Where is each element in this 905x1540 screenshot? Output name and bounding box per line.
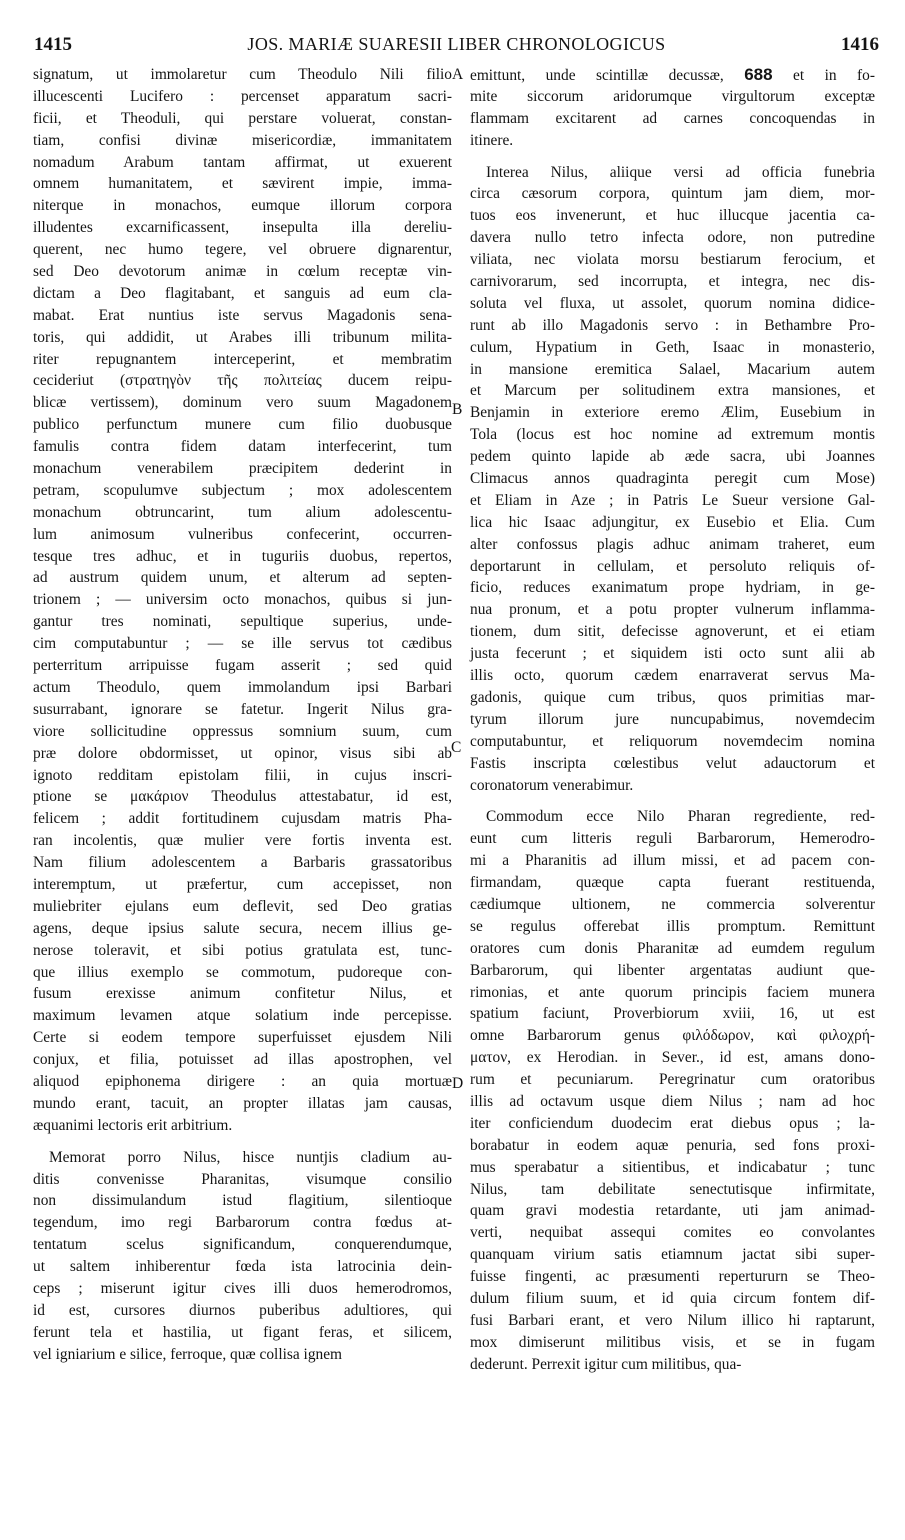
right-text-line: fusi Barbari erant, et vero Nilum illico hi raptarunt, bbox=[470, 1311, 875, 1329]
right-text-line: verti, nequibat assequi comites eo convolantes bbox=[470, 1224, 875, 1242]
paragraph-gap bbox=[33, 1137, 452, 1147]
right-text-line: Climacus annos quadraginta peregit cum Mose) bbox=[470, 470, 875, 488]
left-text-line: tegendum, imo regi Barbarorum contra fœdus at- bbox=[33, 1214, 452, 1232]
right-text-line: nua pronum, et a potu propter vulnerum inflamma- bbox=[470, 601, 875, 619]
right-text-line: culum, Hypatium in Geth, Isaac in monasterio, bbox=[470, 338, 875, 356]
right-text-column bbox=[470, 64, 875, 1376]
left-text-line: Certe si eodem tempore superfuisset ejusdem Nili bbox=[33, 1029, 452, 1047]
left-text-line: lum animosum vulneribus confecerint, occurren- bbox=[33, 525, 452, 543]
left-text-line: dictam a Deo flagitabant, et sanguis ad eum cla- bbox=[33, 284, 452, 302]
right-text-line: ficio, reduces exanimatum prope hydriam, in ge- bbox=[470, 579, 875, 597]
right-text-line: tuos eos invenerunt, et huc illucque jacentia ca- bbox=[470, 207, 875, 225]
page-number-left: 1415 bbox=[34, 34, 72, 55]
right-text-line: justa fecerunt ; et siquidem isti octo sunt alii ab bbox=[470, 645, 875, 663]
stamp-number: 688 bbox=[744, 65, 773, 84]
left-text-line: viore sollicitudine oppressus somnium suum, cum bbox=[33, 722, 452, 740]
left-text-line: ran incolentis, quæ mulier vere fortis inventa est. bbox=[33, 832, 452, 850]
margin-marker-d: D bbox=[452, 1075, 464, 1092]
right-text-line: illis octo, quorum cædem enarraverat servus Ma- bbox=[470, 667, 875, 685]
right-text-line: quanquam virium satis etiamnum jactat sibi super- bbox=[470, 1246, 875, 1264]
right-text-line: soluta vel fluxa, ut assolet, quorum nomina didice- bbox=[470, 294, 875, 312]
left-text-line: maximum levamen atque solatium inde percepisse. bbox=[33, 1007, 452, 1025]
right-text-line: Benjamin in exteriore eremo Ælim, Eusebium in bbox=[470, 404, 875, 422]
right-text-line: itinere. bbox=[470, 131, 514, 149]
left-text-line: Nam filium adolescentem a Barbaris grassatoribus bbox=[33, 854, 452, 872]
left-text-line: illudentes excarnificassent, insepulta illa dereliu- bbox=[33, 219, 452, 237]
right-text-line: circa cæsorum corpora, quintum jam diem, mor- bbox=[470, 185, 875, 203]
right-text-line: et Marcum per solitudinem extra mansiones, et bbox=[470, 382, 875, 400]
running-title: JOS. MARIÆ SUARESII LIBER CHRONOLOGICUS bbox=[247, 34, 666, 54]
left-text-line: sed Deo devotorum animæ in cœlum receptæ vin- bbox=[33, 263, 452, 281]
right-text-line: omne Barbarorum genus φιλόδωρον, καὶ φιλοχρή- bbox=[470, 1027, 875, 1045]
left-text-line: ceps ; miserunt igitur cives illi duos hemerodromos, bbox=[33, 1279, 452, 1297]
left-text-line: muliebriter ejulans eum deflevit, sed Deo gratias bbox=[33, 897, 452, 915]
left-text-line: tesque tres adhuc, et in tuguriis duobus, repertos, bbox=[33, 547, 452, 565]
left-text-line: mundo erant, tacuit, an propter illatas jam causas, bbox=[33, 1094, 452, 1112]
left-text-line: conjux, et filia, potuisset ad illas apostrophen, vel bbox=[33, 1051, 452, 1069]
left-text-line: interemptum, ut præfertur, cum accepisset, non bbox=[33, 875, 452, 893]
left-text-line: perterritum arripuisse fugam asserit ; sed quid bbox=[33, 657, 452, 675]
left-text-line: que illius exemplo se commotum, pudoreque con- bbox=[33, 963, 452, 981]
paragraph-gap bbox=[470, 152, 875, 162]
running-header bbox=[34, 34, 879, 62]
right-text-line: Fastis inscripta cœlestibus velut adauctorum et bbox=[470, 754, 875, 772]
left-text-column bbox=[33, 64, 452, 1366]
right-text-line: rum et pecuniarum. Peregrinatur cum oratoribus bbox=[470, 1071, 875, 1089]
right-text-line: dederunt. Perrexit igitur cum militibus, qua- bbox=[470, 1355, 742, 1373]
right-text-line: iter conficiendum duodecim erat diebus opus ; la- bbox=[470, 1114, 875, 1132]
right-text-line: cædiumque ultionem, ne commercia solverentur bbox=[470, 895, 875, 913]
right-text-line: dulum filium suum, et id quia circum fontem dif- bbox=[470, 1289, 875, 1307]
left-text-line: fusum erexisse animum confitetur Nilus, et bbox=[33, 985, 452, 1003]
left-text-line: toris, qui addidit, ut Arabes illi tribunum milita- bbox=[33, 328, 452, 346]
right-text-line: quam gravi modestia retardante, uti jam animad- bbox=[470, 1202, 875, 1220]
left-text-line: ditis convenisse Pharanitas, visumque consilio bbox=[33, 1170, 452, 1188]
left-text-line: riter repugnantem interceperint, et membratim bbox=[33, 350, 452, 368]
right-text-line: firmandam, quæque capta fuerant restituenda, bbox=[470, 874, 875, 892]
right-text-line: borabatur in eodem aquæ penuria, sed fons proxi- bbox=[470, 1136, 875, 1154]
left-text-line: monachum venerabilem præcipitem dederint in bbox=[33, 460, 452, 478]
right-text-line: Commodum ecce Nilo Pharan regrediente, red- bbox=[486, 808, 875, 826]
left-text-line: ptione se μακάριον Theodulus attestabatur, id est, bbox=[33, 788, 452, 806]
right-text-line: tionem, dum sitit, defecisse agnoverunt, et ei etiam bbox=[470, 623, 875, 641]
left-text-line: cecideriut (στρατηγὸν τῆς πολιτείας ducem reipu- bbox=[33, 372, 452, 390]
left-text-line: blicæ vertissem), dominum vero suum Magadonem bbox=[33, 394, 452, 412]
left-text-line: agens, deque ipsius salute secura, necem illius ge- bbox=[33, 919, 452, 937]
right-text-line: Nilus, tam debilitate senectutisque infirmitate, bbox=[470, 1180, 875, 1198]
right-text-line: Tola (locus est hoc nomine ad extremum montis bbox=[470, 426, 875, 444]
margin-marker-a: A bbox=[452, 66, 464, 83]
left-text-line: ad austrum quidem unum, et alterum ad septen- bbox=[33, 569, 452, 587]
right-text-line: rimonias, et ante quorum principis faciem munera bbox=[470, 983, 875, 1001]
left-text-line: niterque in monachos, eumque illorum corpora bbox=[33, 197, 452, 215]
right-text-line: spatium faciunt, Proverbiorum xviii, 16, ut est bbox=[470, 1005, 875, 1023]
right-text-line: computabuntur, et reliquorum novemdecim nomina bbox=[470, 732, 875, 750]
left-text-line: præ dolore obdormisset, ut opinor, visus sibi ab bbox=[33, 744, 452, 762]
left-text-line: nomadum Arabum tantam affirmat, ut exuerent bbox=[33, 153, 452, 171]
left-text-line: nerose toleravit, et sibi potius gratulata est, tunc- bbox=[33, 941, 452, 959]
right-text-line: oratores cum donis Pharanitæ ad eumdem regulum bbox=[470, 939, 875, 957]
left-text-line: actum Theodulo, quem immolandum ipsi Barbari bbox=[33, 678, 452, 696]
left-text-line: aliquod epiphonema dirigere : an quia mortuæ bbox=[33, 1072, 452, 1090]
page-number-right: 1416 bbox=[841, 34, 879, 55]
left-text-line: gantur tres nominati, sepultique superius, unde- bbox=[33, 613, 452, 631]
left-text-line: susurrabant, ignorare se fatetur. Ingerit Nilus gra- bbox=[33, 700, 452, 718]
right-text-line: viliata, nec violata morsu bestiarum ferocium, et bbox=[470, 251, 875, 269]
left-text-line: trionem ; — universim octo monachos, quibus si jun- bbox=[33, 591, 452, 609]
left-text-line: ut saltem inhiberentur fœda ista latrocinia dein- bbox=[33, 1258, 452, 1276]
right-text-line: tyrum illorum jure nuncupabimus, novemdecim bbox=[470, 710, 875, 728]
margin-marker-b: B bbox=[452, 401, 463, 418]
right-text-line: mi a Pharanitis ad illum missi, et ad pacem con- bbox=[470, 852, 875, 870]
right-text-line: gadonis, quique cum tribus, quos primitias mar- bbox=[470, 688, 875, 706]
right-text-line: mus sperabatur a sitientibus, et indicabatur ; tunc bbox=[470, 1158, 875, 1176]
left-text-line: petram, scopulumve subjectum ; mox adolescentem bbox=[33, 481, 452, 499]
left-text-line: ignoto redditam epistolam filii, in cujus inscri- bbox=[33, 766, 452, 784]
right-text-line: eunt cum litteris reguli Barbarorum, Hemerodro- bbox=[470, 830, 875, 848]
right-text-line: coronatorum venerabimur. bbox=[470, 776, 634, 794]
right-text-line: davera nullo tetro infecta odore, non putredine bbox=[470, 229, 875, 247]
left-text-line: famulis contra fidem datam interfecerint, tum bbox=[33, 438, 452, 456]
paragraph-gap bbox=[470, 796, 875, 806]
left-text-line: tiam, confisi divinæ misericordiæ, immanitatem bbox=[33, 131, 452, 149]
left-text-line: cim computabuntur ; — se ille servus tot cædibus bbox=[33, 635, 452, 653]
left-text-line: ferunt tela et hastilia, ut figant feras, et silicem, bbox=[33, 1323, 452, 1341]
left-text-line: querent, nec humo tegere, vel obruere dignarentur, bbox=[33, 241, 452, 259]
right-text-line: in mansione eremitica Salael, Macarium autem bbox=[470, 360, 875, 378]
left-text-line: felicem ; addit fortitudinem cujusdam matris Pha- bbox=[33, 810, 452, 828]
margin-marker-c: C bbox=[451, 739, 462, 756]
right-text-line: pedem quinto lapide ab æde sacra, ubi Joannes bbox=[470, 448, 875, 466]
left-text-line: tentatum scelus significandum, conquerendumque, bbox=[33, 1236, 452, 1254]
right-text-line: lica hic Isaac adjungitur, ex Eusebio et Elia. Cum bbox=[470, 513, 875, 531]
right-text-line: flammam excitarent ad carnes concoquendas in bbox=[470, 109, 875, 127]
left-text-line: vel igniarium e silice, ferroque, quæ collisa ignem bbox=[33, 1345, 343, 1363]
right-text-line: carnivorarum, sed incorrupta, et integra, nec dis- bbox=[470, 273, 875, 291]
left-text-line: signatum, ut immolaretur cum Theodulo Nili filio bbox=[33, 66, 452, 83]
left-text-line: ficii, et Theoduli, qui perstare voluerat, constan- bbox=[33, 109, 452, 127]
right-text-line: runt ab illo Magadonis servo : in Bethambre Pro- bbox=[470, 316, 875, 334]
right-text-line: Interea Nilus, aliique versi ad officia funebria bbox=[486, 163, 875, 181]
right-text-line: deportarunt in cellulam, et persoluto reliquis of- bbox=[470, 557, 875, 575]
left-text-line: æquanimi lectoris erit arbitrium. bbox=[33, 1116, 233, 1134]
right-text-line: emittunt, unde scintillæ decussæ, 688 et in fo- bbox=[470, 65, 875, 84]
right-text-line: et Eliam in Aze ; in Patris Le Sueur versione Gal- bbox=[470, 491, 875, 509]
left-text-line: illucescenti Lucifero : percenset apparatum sacri- bbox=[33, 87, 452, 105]
right-text-line: illis ad octavum usque diem Nilus ; nam ad hoc bbox=[470, 1092, 875, 1110]
right-text-line: Barbarorum, qui libenter argentatas audiunt que- bbox=[470, 961, 875, 979]
right-text-line: fuisse fingenti, ac præsumenti repertururn se Theo- bbox=[470, 1268, 875, 1286]
right-text-line: mite siccorum aridorumque virgultorum exceptæ bbox=[470, 87, 875, 105]
right-text-line: ματον, ex Herodian. in Sever., id est, amans dono- bbox=[470, 1049, 875, 1067]
left-text-line: mabat. Erat nuntius iste servus Magadonis sena- bbox=[33, 306, 452, 324]
right-text-line: se regulus offerebat illis promptum. Remittunt bbox=[470, 917, 875, 935]
left-text-line: publico perfunctum munere cum filio duobusque bbox=[33, 416, 452, 434]
right-text-line: mox dimiserunt militibus visis, et se in fugam bbox=[470, 1333, 875, 1351]
left-text-line: Memorat porro Nilus, hisce nuntjis cladium au- bbox=[49, 1148, 452, 1166]
left-text-line: non dissimulandum istud flagitium, silentioque bbox=[33, 1192, 452, 1210]
left-text-line: omnem humanitatem, et sævirent impie, imma- bbox=[33, 175, 452, 193]
left-text-line: monachum obtruncarint, tum alium adolescentu- bbox=[33, 503, 452, 521]
right-text-line: alter confossus plagis adhuc animam traheret, eum bbox=[470, 535, 875, 553]
left-text-line: id est, cursores diurnos puberibus adultiores, qui bbox=[33, 1301, 452, 1319]
